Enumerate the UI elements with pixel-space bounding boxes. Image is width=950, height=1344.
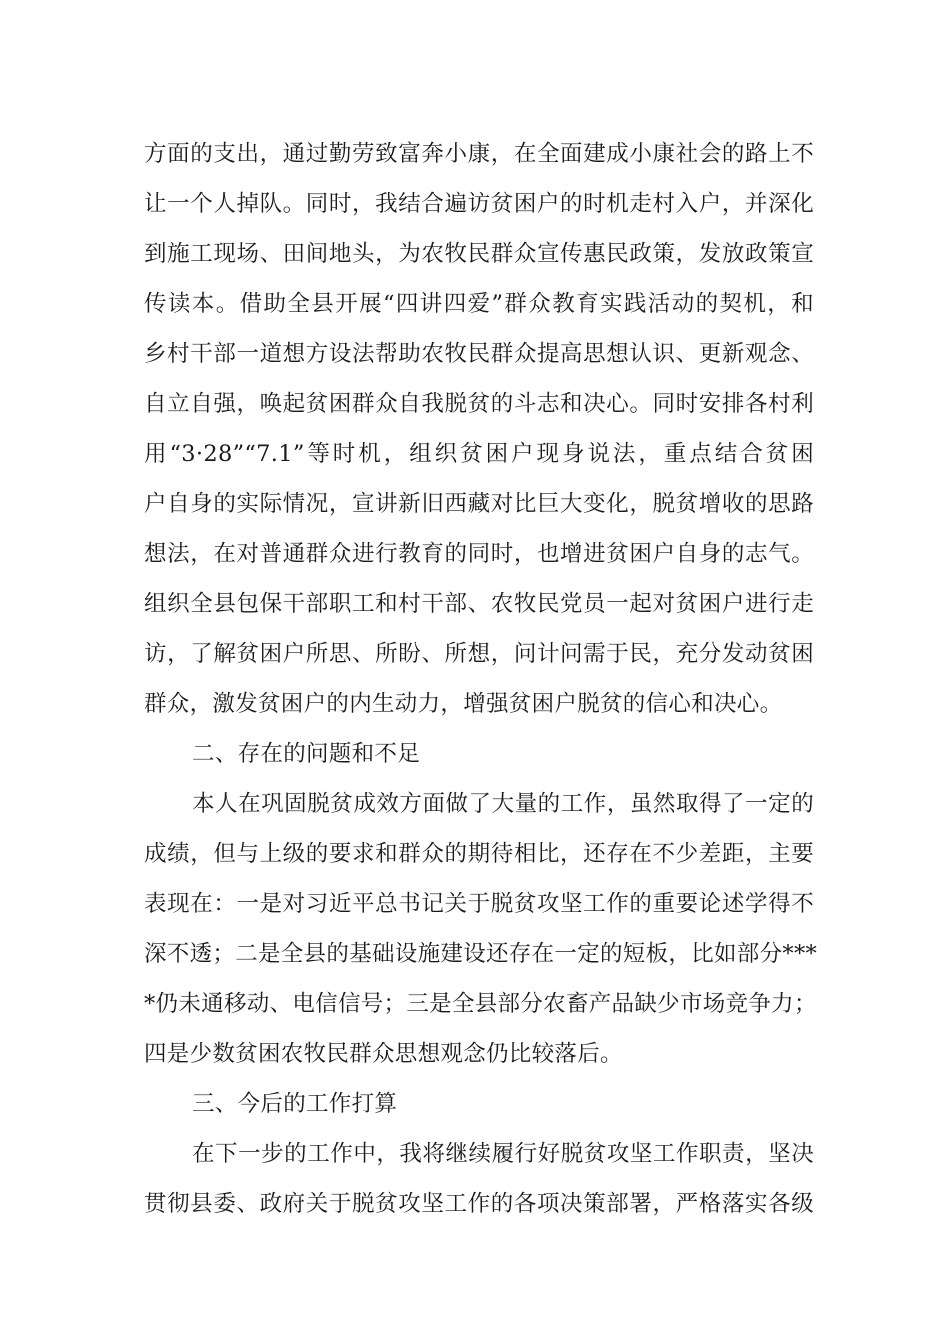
body-text-line: 表现在：一是对习近平总书记关于脱贫攻坚工作的重要论述学得不 [144,891,814,917]
body-text-line: 传读本。借助全县开展“四讲四爱”群众教育实践活动的契机，和 [144,291,814,317]
section-heading: 二、存在的问题和不足 [192,741,421,767]
paragraph-first-line: 在下一步的工作中，我将继续履行好脱贫攻坚工作职责，坚决 [192,1141,814,1167]
body-text-line: 用“3·28”“7.1”等时机，组织贫困户现身说法，重点结合贫困 [144,441,814,467]
body-text-line: 方面的支出，通过勤劳致富奔小康，在全面建成小康社会的路上不 [144,141,814,167]
body-text-line: 群众，激发贫困户的内生动力，增强贫困户脱贫的信心和决心。 [144,691,783,717]
body-text-line: *仍未通移动、电信信号；三是全县部分农畜产品缺少市场竞争力； [144,991,817,1017]
body-text-line: 四是少数贫困农牧民群众思想观念仍比较落后。 [144,1041,623,1067]
body-text-line: 户自身的实际情况，宣讲新旧西藏对比巨大变化，脱贫增收的思路 [144,491,814,517]
body-text-line: 贯彻县委、政府关于脱贫攻坚工作的各项决策部署，严格落实各级 [144,1191,814,1217]
body-text-line: 深不透；二是全县的基础设施建设还存在一定的短板，比如部分*** [144,941,818,967]
body-text-line: 组织全县包保干部职工和村干部、农牧民党员一起对贫困户进行走 [144,591,814,617]
body-text-line: 想法，在对普通群众进行教育的同时，也增进贫困户自身的志气。 [144,541,814,567]
body-text-line: 成绩，但与上级的要求和群众的期待相比，还存在不少差距，主要 [144,841,814,867]
section-heading: 三、今后的工作打算 [192,1091,398,1117]
body-text-line: 到施工现场、田间地头，为农牧民群众宣传惠民政策，发放政策宣 [144,241,814,267]
body-text-line: 让一个人掉队。同时，我结合遍访贫困户的时机走村入户，并深化 [144,191,814,217]
paragraph-first-line: 本人在巩固脱贫成效方面做了大量的工作，虽然取得了一定的 [192,791,814,817]
body-text-line: 自立自强，唤起贫困群众自我脱贫的斗志和决心。同时安排各村利 [144,391,814,417]
body-text-line: 乡村干部一道想方设法帮助农牧民群众提高思想认识、更新观念、 [144,341,814,367]
body-text-line: 访，了解贫困户所思、所盼、所想，问计问需于民，充分发动贫困 [144,641,814,667]
